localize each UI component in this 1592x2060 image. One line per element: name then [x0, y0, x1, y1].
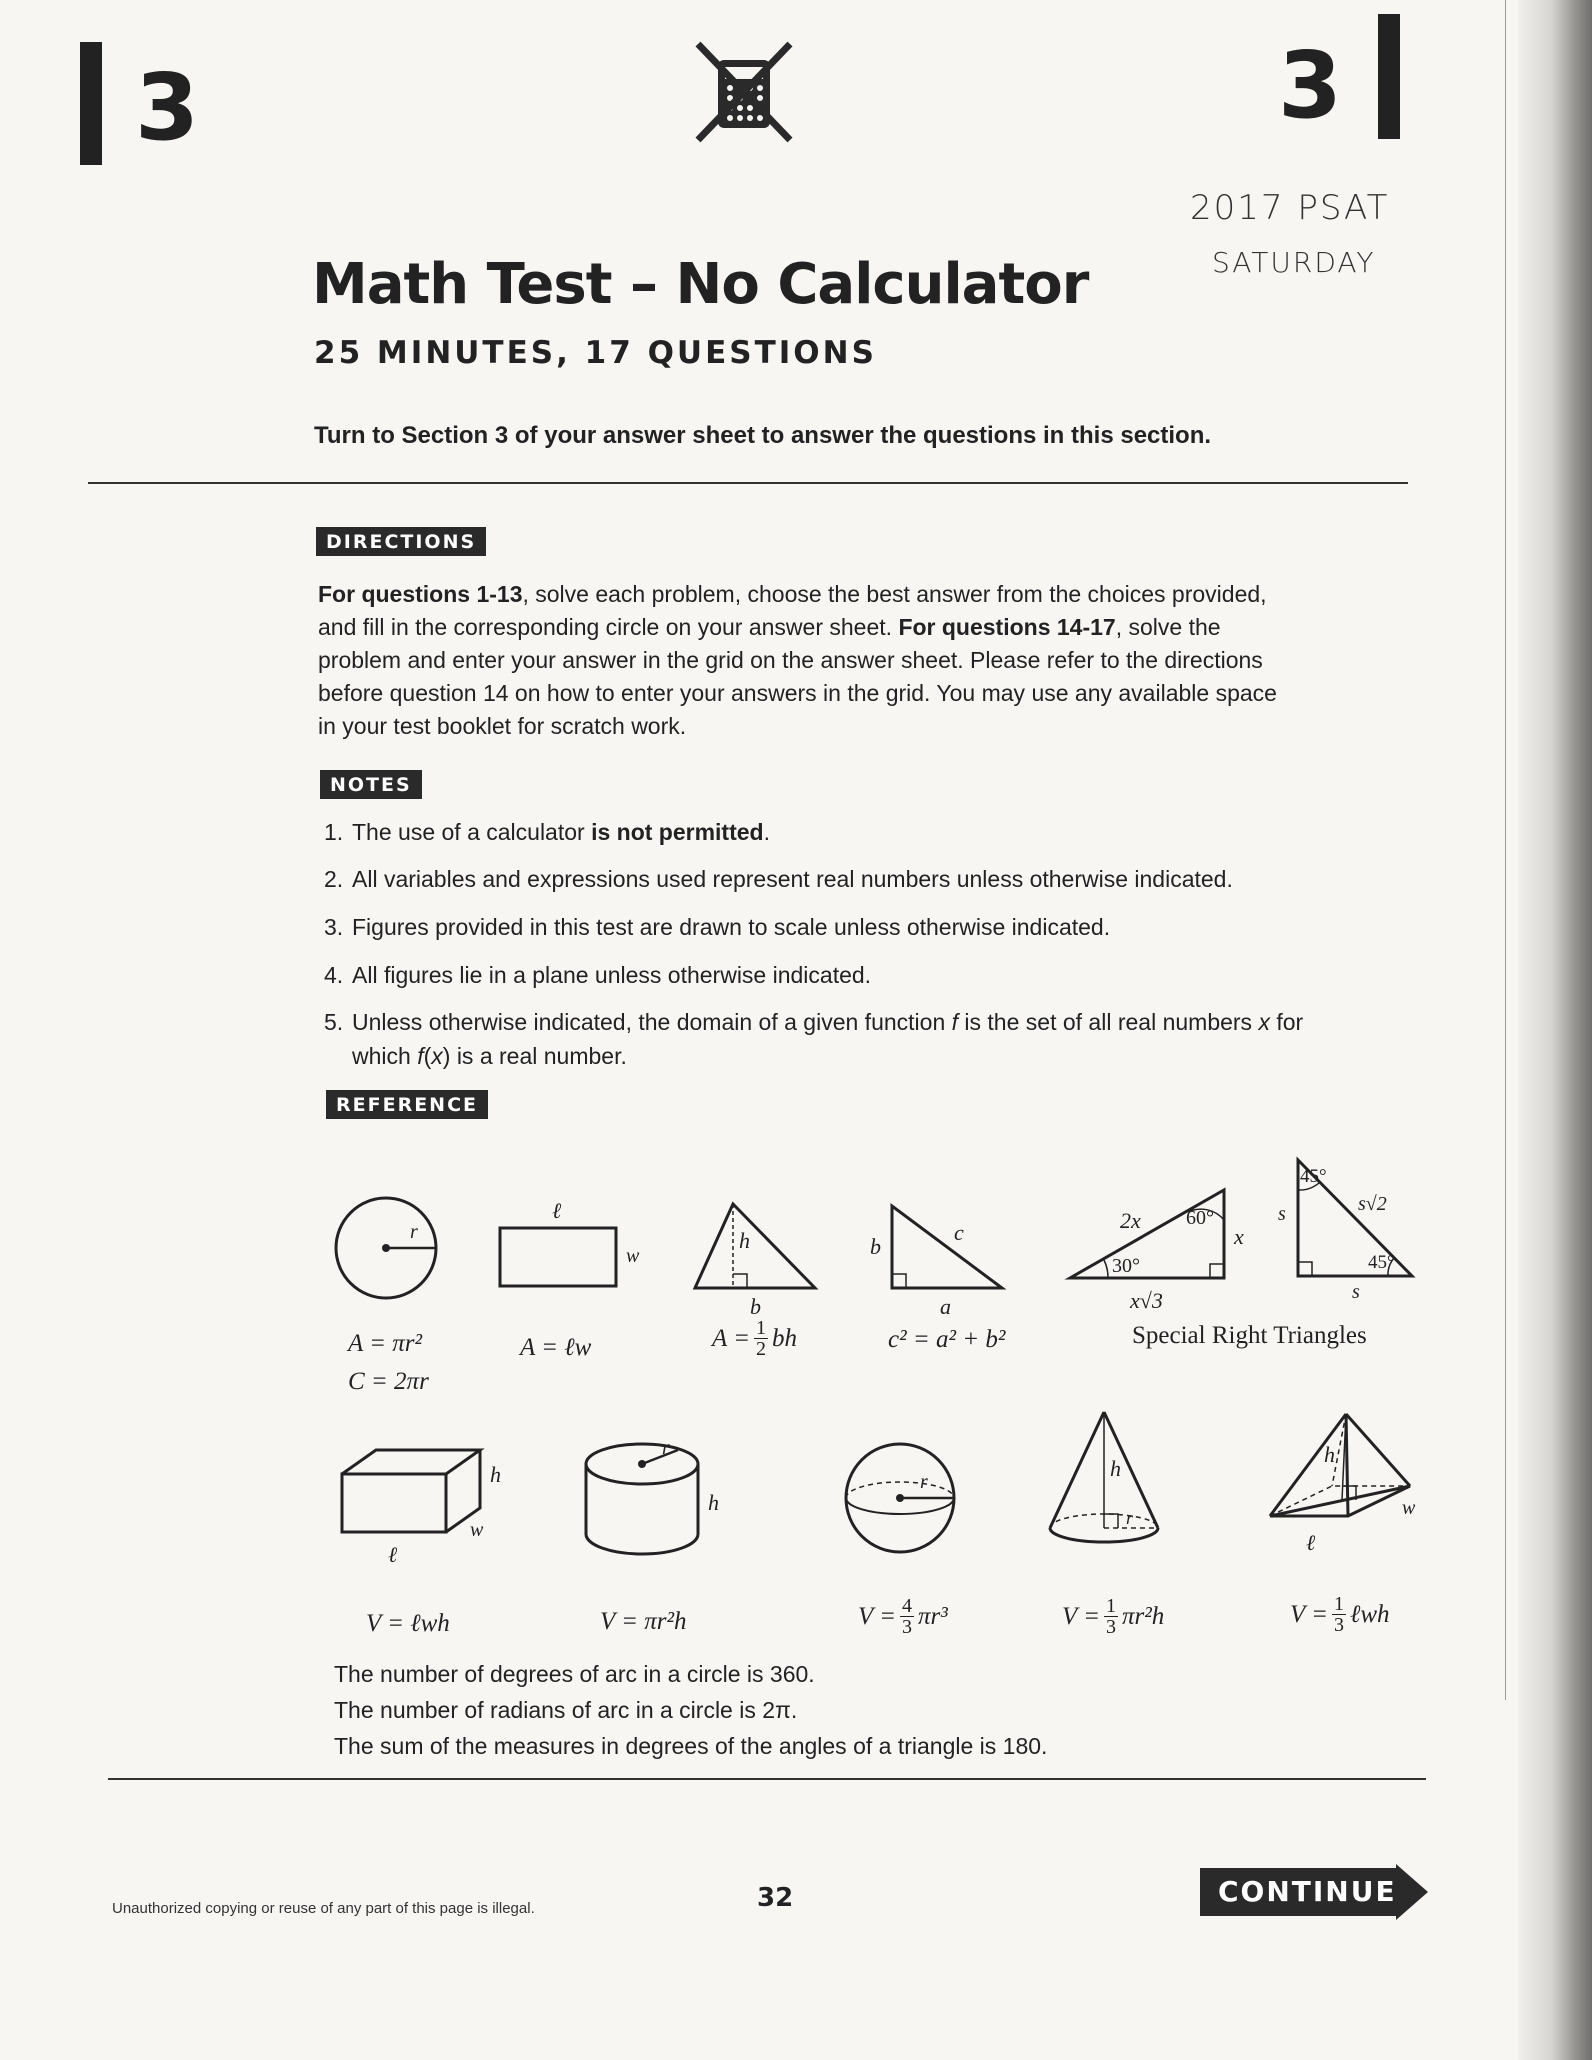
tri45-hyp-label: s√2 [1358, 1193, 1387, 1215]
page-title: Math Test – No Calculator [312, 252, 1089, 317]
notes-label: NOTES [320, 770, 422, 799]
note-5 [324, 1005, 1303, 1073]
rect-width-label: w [626, 1245, 640, 1267]
tri-area-denominator: 2 [755, 1338, 766, 1360]
note-5-paren: ( [423, 1043, 432, 1069]
special-triangles-caption: Special Right Triangles [1132, 1322, 1367, 1349]
sphere-volume-formula [858, 1596, 948, 1637]
rect-area-formula: A = ℓw [520, 1334, 592, 1361]
directions-label: DIRECTIONS [316, 527, 486, 556]
pyramid-vol-numerator: 1 [1333, 1593, 1344, 1615]
cone-vol-fraction [1104, 1596, 1118, 1637]
right-tri-a-label: a [940, 1294, 951, 1318]
rect-length-label: ℓ [552, 1198, 562, 1223]
tri45-leg-label: s [1278, 1203, 1286, 1225]
tri-area-suffix: bh [771, 1324, 797, 1352]
right-tri-c-label: c [954, 1220, 964, 1245]
directions-text-2: , solve the problem and enter your answer in the grid on the answer sheet. Please refer to the directions before question 14 on how to enter your answers in the grid. You may use any available space in your test booklet for scratch work. [318, 614, 1277, 739]
pyramid-vol-prefix: V = [1290, 1600, 1328, 1628]
tri30-x-label: x [1234, 1224, 1244, 1249]
box-width-label: w [470, 1519, 484, 1541]
sphere-radius-label: r [920, 1471, 928, 1493]
cone-volume-formula [1062, 1596, 1164, 1637]
note-1-number: 1. [324, 819, 344, 845]
triangle-base-label: b [750, 1294, 761, 1318]
note-5-text-b: is the set of all real numbers [958, 1009, 1259, 1035]
no-calculator-icon [690, 38, 798, 146]
box-volume-formula: V = ℓwh [366, 1610, 450, 1637]
section-marker-left-bar [80, 42, 102, 165]
note-5-number: 5. [324, 1009, 344, 1035]
handwritten-note-day: SATURDAY [1212, 246, 1376, 279]
sphere-vol-denominator: 3 [901, 1616, 912, 1638]
pyramid-length-label: ℓ [1306, 1530, 1316, 1555]
fact-radians: The number of radians of arc in a circle is 2π. [334, 1697, 798, 1723]
reference-label: REFERENCE [326, 1090, 488, 1119]
note-5-text-c: for [1269, 1009, 1304, 1035]
pythagorean-formula: c² = a² + b² [888, 1326, 1006, 1353]
sphere-vol-prefix: V = [858, 1602, 896, 1630]
fact-triangle-sum: The sum of the measures in degrees of the angles of a triangle is 180. [334, 1733, 1048, 1759]
note-5-text-d: which [352, 1043, 418, 1069]
pyramid-vol-suffix: ℓwh [1349, 1600, 1390, 1628]
pyramid-vol-fraction [1332, 1594, 1346, 1635]
sphere-vol-fraction [900, 1596, 914, 1637]
continue-button[interactable] [1200, 1864, 1428, 1920]
note-4-number: 4. [324, 962, 344, 988]
triangle-45-45-90 [1270, 1150, 1430, 1300]
bottom-divider [108, 1778, 1426, 1780]
continue-label: CONTINUE [1218, 1875, 1397, 1908]
directions-bold-2: For questions 14-17 [898, 614, 1116, 640]
cone-figure [1040, 1404, 1170, 1564]
cone-radius-label: r [1126, 1508, 1134, 1528]
tri-area-numerator: 1 [755, 1317, 766, 1339]
sphere-vol-suffix: πr³ [917, 1602, 948, 1630]
sphere-vol-numerator: 4 [901, 1595, 912, 1617]
cone-vol-numerator: 1 [1105, 1595, 1116, 1617]
sphere-figure [838, 1436, 968, 1566]
copyright-notice: Unauthorized copying or reuse of any part of this page is illegal. [112, 1900, 535, 1917]
note-3-text: Figures provided in this test are drawn to scale unless otherwise indicated. [352, 914, 1111, 940]
note-1-bold: is not permitted [591, 819, 764, 845]
tri30-60-label: 60° [1186, 1207, 1214, 1229]
tri-area-prefix: A = [712, 1324, 750, 1352]
note-2-number: 2. [324, 866, 344, 892]
page-edge-binding [1518, 0, 1592, 2060]
section-number-right: 3 [1278, 32, 1343, 139]
note-1 [324, 815, 770, 849]
section-instruction: Turn to Section 3 of your answer sheet to answer the questions in this section. [314, 422, 1212, 449]
cone-vol-prefix: V = [1062, 1602, 1100, 1630]
page-edge-shadow [1505, 0, 1506, 1700]
note-5-var-f2: f [417, 1043, 424, 1069]
cone-height-label: h [1110, 1456, 1121, 1481]
triangle-figure [685, 1188, 835, 1318]
note-4-text: All figures lie in a plane unless otherwise indicated. [352, 962, 872, 988]
cone-vol-denominator: 3 [1105, 1616, 1116, 1638]
box-figure [330, 1440, 520, 1570]
cylinder-radius-label: r [662, 1437, 670, 1459]
cone-vol-suffix: πr²h [1121, 1602, 1165, 1630]
note-1-text: The use of a calculator [352, 819, 592, 845]
note-3 [324, 910, 1110, 944]
directions-text [318, 578, 1278, 743]
circle-circumference-formula: C = 2πr [348, 1368, 429, 1395]
tri45-top-angle: 45° [1300, 1166, 1327, 1187]
cylinder-figure [578, 1434, 738, 1564]
box-height-label: h [490, 1462, 501, 1487]
tri30-base-label: x√3 [1130, 1288, 1163, 1313]
rectangle-figure [490, 1190, 650, 1300]
directions-bold-1: For questions 1-13 [318, 581, 523, 607]
page-subtitle: 25 MINUTES, 17 QUESTIONS [314, 335, 877, 371]
note-5-var-x: x [1258, 1009, 1270, 1035]
pyramid-figure [1260, 1406, 1430, 1556]
tri45-bottom-angle: 45° [1368, 1252, 1395, 1273]
note-1-end: . [763, 819, 770, 845]
circle-area-formula: A = πr² [348, 1330, 422, 1357]
cylinder-height-label: h [708, 1490, 719, 1515]
pyramid-width-label: w [1402, 1497, 1416, 1519]
note-2-text: All variables and expressions used represent real numbers unless otherwise indicated. [352, 866, 1233, 892]
right-tri-b-label: b [870, 1234, 881, 1259]
note-3-number: 3. [324, 914, 344, 940]
note-5-text-g: ) is a real number. [442, 1043, 627, 1069]
box-length-label: ℓ [388, 1542, 398, 1567]
note-5-var-f: f [951, 1009, 959, 1035]
note-2 [324, 862, 1233, 896]
fact-degrees: The number of degrees of arc in a circle is 360. [334, 1661, 815, 1687]
page-number: 32 [757, 1883, 794, 1913]
note-5-text-a: Unless otherwise indicated, the domain of a given function [352, 1009, 952, 1035]
triangle-30-60-90 [1060, 1180, 1260, 1320]
note-5-var-x2: x [431, 1043, 443, 1069]
handwritten-note-year: 2017 PSAT [1190, 188, 1390, 228]
right-triangle-figure [862, 1188, 1022, 1318]
triangle-area-formula [712, 1318, 797, 1359]
tri45-base-label: s [1352, 1281, 1360, 1300]
section-number-left: 3 [135, 54, 200, 161]
circle-figure [330, 1190, 450, 1310]
circle-radius-label: r [410, 1221, 418, 1243]
reference-facts [334, 1656, 1047, 1764]
tri-area-fraction [754, 1318, 768, 1359]
note-4 [324, 958, 871, 992]
pyramid-volume-formula [1290, 1594, 1390, 1635]
pyramid-height-label: h [1324, 1442, 1335, 1467]
top-divider [88, 482, 1408, 484]
directions-text-1: , solve each problem, choose the best answer from the choices provided, and fill in the corresponding circle on your answer sheet. [318, 581, 1267, 640]
tri30-hyp-label: 2x [1120, 1208, 1141, 1233]
section-marker-right-bar [1378, 14, 1400, 139]
pyramid-vol-denominator: 3 [1333, 1614, 1344, 1636]
tri30-30-label: 30° [1112, 1255, 1140, 1277]
triangle-height-label: h [739, 1228, 750, 1253]
cylinder-volume-formula: V = πr²h [600, 1608, 687, 1635]
